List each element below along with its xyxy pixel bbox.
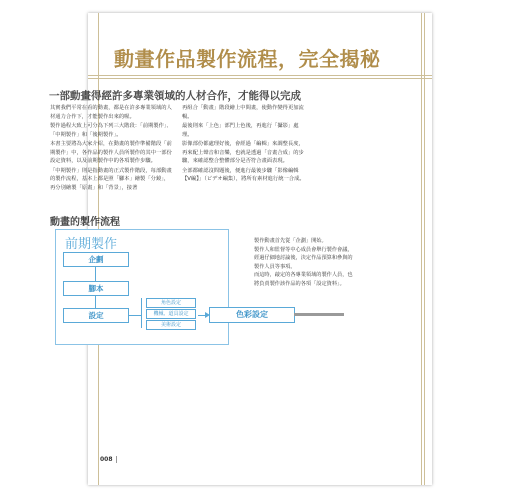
paragraph: 本書主要將為大家介紹，在動畫的製作準備階段「前期製作」中，各作品的製作人員所製作的其中一部份設定資料，以及前期製作中的各項製作步驟。 (50, 141, 172, 164)
description-line: 而這時，敲定的各專業領域的製作人員，也將負責製作該作品的各項「設定資料」。 (254, 272, 353, 287)
stage-script: 腳本 (63, 281, 129, 296)
margin-rule-right-outer (424, 13, 425, 485)
stage-connector (95, 295, 96, 308)
sub-setting-character: 角色設定 (146, 298, 196, 308)
sub-setting-mechanical: 機械、道具設定 (146, 309, 196, 319)
paragraph: 再組合「動畫」階段繪上中間畫，使動作變得更加流暢。 (182, 105, 304, 120)
paragraph: 全部都確認沒問題後，便進行最後步驟「影像編輯【V編】」（ビデオ編集），將所有素材進行統一合成。 (182, 167, 305, 182)
header-rule-lower (88, 78, 432, 79)
description-line: 製作人和監督等中心成員會舉行製作會議，經過仔細地討論後，決定作品預算和參與的製作人員等事項。 (254, 246, 353, 270)
body-column-right (182, 104, 306, 185)
body-column-left (50, 104, 174, 193)
diagram-description (254, 237, 354, 289)
paragraph: 最後則來「上色」部門上色後，再進行「攝影」處理。 (182, 123, 299, 138)
stage-settings: 設定 (63, 308, 129, 323)
paragraph: 製作過程大致上可分為下列三大階段：「前期製作」、「中期製作」和「後期製作」。 (50, 123, 172, 138)
subheading: 一部動畫得經許多專業領域的人材合作，才能得以完成 (49, 90, 301, 102)
section-heading: 動畫的製作流程 (50, 217, 120, 228)
continuation-bar (294, 313, 344, 316)
margin-rule-right-inner (421, 13, 422, 485)
paragraph: 「中期製作」則是指動畫的正式製作階段，每部動畫的製作流程，基本上都是照「腳本」繪製「分鏡」，再分別繪製「原畫」和「背景」，接著 (50, 167, 172, 191)
diagram-title: 前期製作 (65, 237, 118, 252)
header-rule-upper (88, 75, 432, 76)
paragraph: 影像部份都處理好後，會經過「編輯」來調整長度，再來配上聲音和音樂，也就是透過「音畫合成」的步驟，來確認整合整體部分是否符合畫面表現。 (182, 141, 304, 164)
page-number: 008 (100, 456, 117, 463)
settings-branch-line (129, 315, 141, 316)
sub-setting-art: 美術設定 (146, 320, 196, 330)
stage-planning: 企劃 (63, 252, 129, 267)
stage-connector (95, 266, 96, 281)
settings-bracket (141, 298, 145, 328)
description-line: 製作動畫首先從「企劃」開始。 (254, 238, 327, 244)
page-title: 動畫作品製作流程，完全揭秘 (114, 47, 381, 71)
paragraph: 其實我們平常在看的動畫，都是在許多專業領域的人材通力合作下，才能製作出來的喔。 (50, 105, 172, 120)
stage-color-setting: 色彩設定 (209, 307, 295, 323)
